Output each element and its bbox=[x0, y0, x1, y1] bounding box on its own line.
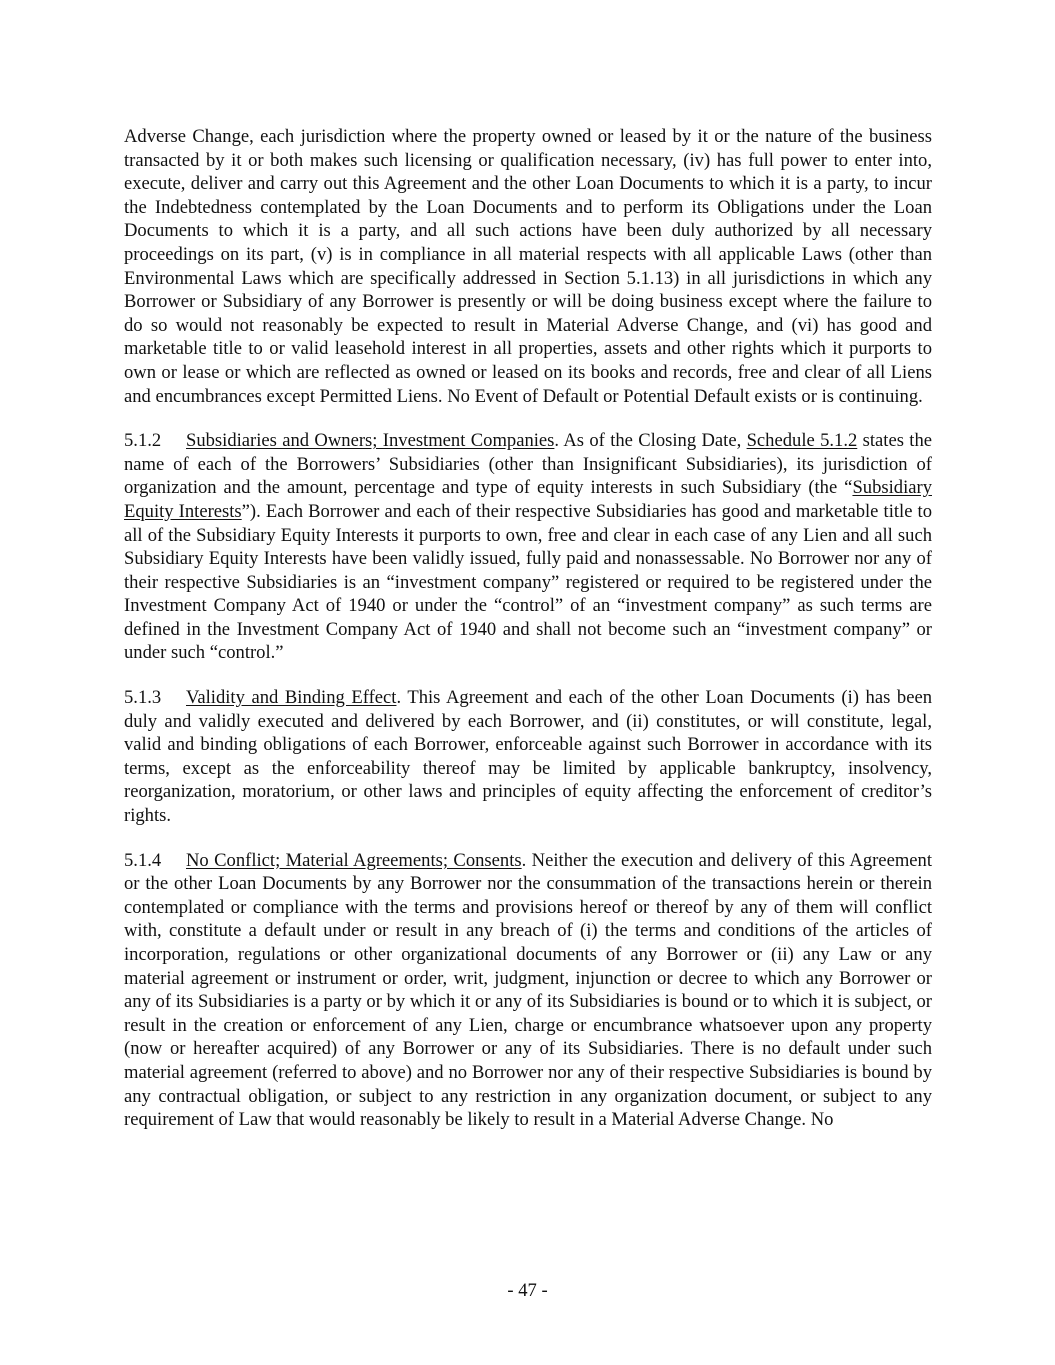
paragraph-continuation bbox=[124, 125, 932, 408]
defined-term: Subsidiary Equity Interests bbox=[124, 477, 932, 522]
section-number: 5.1.2 bbox=[124, 430, 162, 452]
section-heading: Subsidiaries and Owners; Investment Companies bbox=[186, 430, 555, 452]
paragraph-text: . As of the Closing Date, bbox=[554, 430, 747, 452]
paragraph-text: Adverse Change, each jurisdiction where the property owned or leased by it or the nature of the business transacted by it or both makes such licensing or qualification necessary, (iv) has full power to enter into, execute, deliver and carry out this Agreement and the other Loan Documents to which it is a party, to incur the Indebtedness contemplated by the Loan Documents and to perform its Obligations under the Loan Documents to which it is a party, and all such actions have been duly authorized by all necessary proceedings on its part, (v) is in compliance in all material respects with all applicable Laws (other than Environmental Laws which are specifically addressed in Section 5.1.13) in all jurisdictions in which any Borrower or Subsidiary of any Borrower is presently or will be doing business except where the failure to do so would not reasonably be expected to result in Material Adverse Change, and (vi) has good and marketable title to or valid leasehold interest in all properties, assets and other rights which it purports to own or lease or which are reflected as owned or leased on its books and records, free and clear of all Liens and encumbrances except Permitted Liens. No Event of Default or Potential Default exists or is continuing. bbox=[124, 126, 932, 407]
document-page bbox=[124, 125, 932, 1153]
section-5-1-3 bbox=[124, 686, 932, 828]
schedule-reference: Schedule 5.1.2 bbox=[746, 430, 858, 452]
section-number: 5.1.4 bbox=[124, 849, 162, 871]
page-number: - 47 - bbox=[507, 1280, 548, 1301]
section-5-1-2 bbox=[124, 429, 932, 665]
paragraph-text: states the name of each of the Borrowers’ Subsidiaries (other than Insignificant Subsidiaries), its jurisdiction of organization and the amount, percentage and type of equity interests in such Subsidiary (the “ bbox=[124, 430, 932, 499]
paragraph-text: . Neither the execution and delivery of this Agreement or the other Loan Documents by any Borrower nor the consummation of the transactions herein or therein contemplated or compliance with the terms and provisions hereof or thereof by any of them will conflict with, constitute a default under or result in any breach of (i) the terms and conditions of the articles of incorporation, regulations or other organizational documents of any Borrower or (ii) any Law or any material agreement or instrument or order, writ, judgment, injunction or decree to which any Borrower or any of its Subsidiaries is a party or by which it or any of its Subsidiaries is bound or to which it is subject, or result in the creation or enforcement of any Lien, charge or encumbrance whatsoever upon any property (now or hereafter acquired) of any Borrower or any of its Subsidiaries. There is no default under such material agreement (referred to above) and no Borrower nor any of their respective Subsidiaries is bound by any contractual obligation, or subject to any restriction in any organization document, or subject to any requirement of Law that would reasonably be likely to result in a Material Adverse Change. No bbox=[124, 849, 932, 1131]
section-heading: No Conflict; Material Agreements; Consents bbox=[186, 849, 522, 871]
section-heading: Validity and Binding Effect bbox=[186, 687, 397, 709]
paragraph-text: ”). Each Borrower and each of their respective Subsidiaries has good and marketable title to all of the Subsidiary Equity Interests it purports to own, free and clear in each case of any Lien and all such Subsidiary Equity Interests have been validly issued, fully paid and nonassessable. No Borrower nor any of their respective Subsidiaries is an “investment company” registered or required to be registered under the Investment Company Act of 1940 or under the “control” of an “investment company” as such terms are defined in the Investment Company Act of 1940 and shall not become such an “investment company” or under such “control.” bbox=[124, 500, 933, 664]
section-number: 5.1.3 bbox=[124, 687, 162, 709]
section-5-1-4 bbox=[124, 849, 932, 1132]
paragraph-text: . This Agreement and each of the other Loan Documents (i) has been duly and validly executed and delivered by each Borrower, and (ii) constitutes, or will constitute, legal, valid and binding obligations of each Borrower, enforceable against such Borrower in accordance with its terms, except as the enforceability thereof may be limited by applicable bankruptcy, insolvency, reorganization, moratorium, or other laws and principles of equity affecting the enforcement of creditor’s rights. bbox=[124, 687, 932, 827]
